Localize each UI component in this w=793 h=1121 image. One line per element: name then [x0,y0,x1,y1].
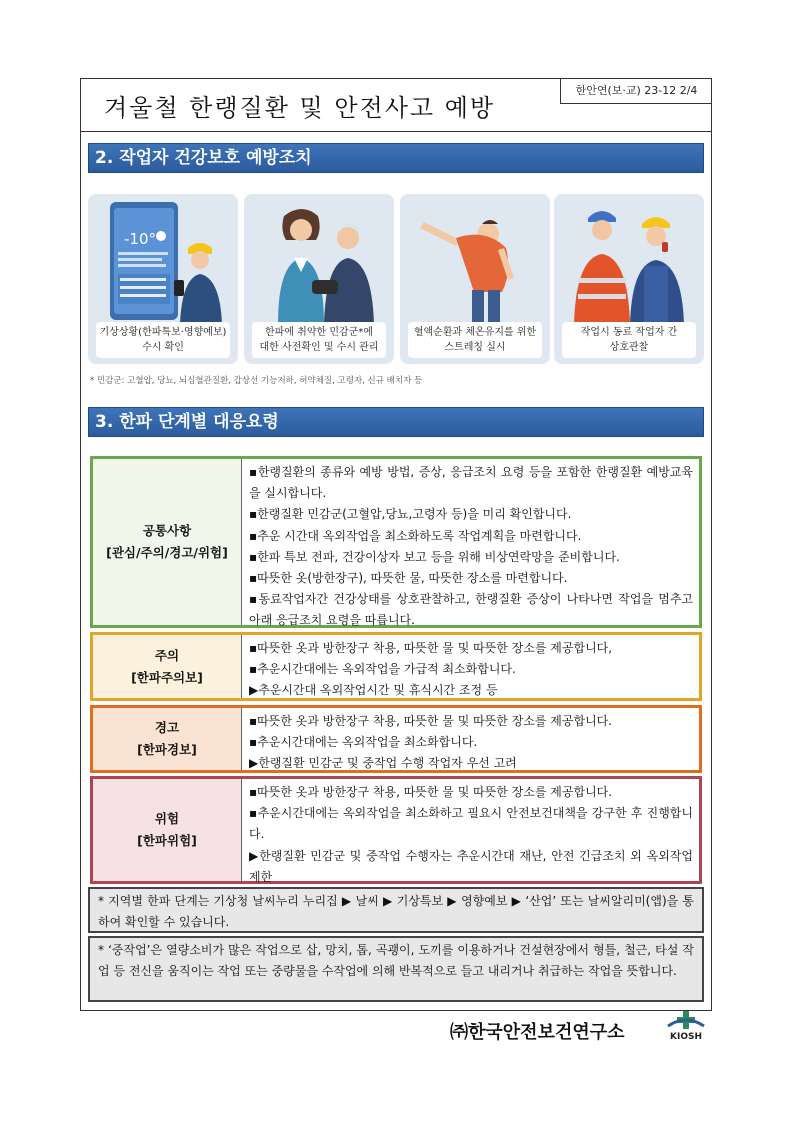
section-3-heading: 3. 한파 단계별 대응요령 [88,407,704,437]
level-label: 공통사항 [관심/주의/경고/위험] [93,459,242,625]
title-bar [80,78,712,132]
card-caption: 한파에 취약한 민감군*에 대한 사전확인 및 수시 관리 [252,322,386,358]
sensitive-group-footnote: * 민감군: 고혈압, 당뇨, 뇌심혈관질환, 갑상선 기능저하, 허약체질, 고령자, 신규 배치자 등 [90,376,423,386]
document-id: 한안연(보·교) 23-12 2/4 [560,78,712,104]
heavy-work-definition-note: * ‘중작업’은 열량소비가 많은 작업으로 삽, 망치, 톱, 곡괭이, 도끼를 이용하거나 건설현장에서 형틀, 철근, 타설 작업 등 전신을 움직이는 작업 또는 중량물을 수작업에 의해 반복적으로 들고 내리거나 취급하는 작업을 뜻합니다. [88,936,704,1002]
level-label: 주의 [한파주의보] [93,635,242,698]
card-caption: 기상상황(한파특보·영향예보) 수시 확인 [96,322,230,358]
health-check-illustration [244,194,394,324]
level-danger [90,776,702,884]
card-vulnerable-group [244,194,394,364]
level-actions: ▪한랭질환의 종류와 예방 방법, 증상, 응급조치 요령 등을 포함한 한랭질환 예방교육을 실시합니다. ▪한랭질환 민감군(고혈압,당뇨,고령자 등)을 미리 확인합니다. ▪추운 시간대 옥외작업을 최소화하도록 작업계획을 마련합니다. ▪한파 특보 전파, 건강이상자 보고 등을 위해 비상연락망을 준비합니다. ▪따뜻한 옷(방한장구), 따뜻한 물, 따뜻한 장소를 마련합니다. ▪동료작업자간 건강상태를 상호관찰하고, 한랭질환 증상이 나타나면 작업을 멈추고 아래 응급조치 요령을 따릅니다. [243,459,699,625]
prevention-cards [88,194,704,366]
page-title: 겨울철 한랭질환 및 안전사고 예방 [104,94,496,122]
level-common [90,456,702,628]
level-caution [90,632,702,701]
card-caption: 작업시 동료 작업자 간 상호관찰 [562,322,696,358]
cold-wave-lookup-note: * 지역별 한파 단계는 기상청 날씨누리 누리집 ▶ 날씨 ▶ 기상특보 ▶ 영향예보 ▶ ‘산업’ 또는 날씨알리미(앱)을 통하여 확인할 수 있습니다. [88,887,704,933]
kiosh-logo-text: KIOSH [670,1032,702,1042]
level-label: 경고 [한파경보] [93,708,242,770]
phone-temperature: -10° [124,230,156,248]
card-stretching [400,194,550,364]
card-caption: 혈액순환과 체온유지를 위한 스트레칭 실시 [408,322,542,358]
kiosh-logo-icon [664,1008,708,1034]
level-actions: ▪따뜻한 옷과 방한장구 착용, 따뜻한 물 및 따뜻한 장소를 제공합니다, ▪추운시간대에는 옥외작업을 가급적 최소화합니다. ▶추운시간대 옥외작업시간 및 휴식시간 조정 등 [243,635,699,698]
weather-check-illustration [88,194,238,324]
card-weather-check [88,194,238,364]
organization-name: ㈜한국안전보건연구소 [450,1022,625,1043]
coworkers-illustration [554,194,704,324]
level-actions: ▪따뜻한 옷과 방한장구 착용, 따뜻한 물 및 따뜻한 장소를 제공합니다. ▪추운시간대에는 옥외작업을 최소화합니다. ▶한랭질환 민감군 및 중작업 수행 작업자 우선 고려 [243,708,699,770]
level-actions: ▪따뜻한 옷과 방한장구 착용, 따뜻한 물 및 따뜻한 장소를 제공합니다. ▪추운시간대에는 옥외작업을 최소화하고 필요시 안전보건대책을 강구한 후 진행합니다. ▶한랭질환 민감군 및 중작업 수행자는 추운시간대 재난, 안전 긴급조치 외 옥외작업 제한 [243,779,699,881]
level-warning [90,705,702,773]
section-2-heading: 2. 작업자 건강보호 예방조치 [88,143,704,173]
card-mutual-observation [554,194,704,364]
kiosh-logo [664,1008,708,1044]
level-label: 위험 [한파위험] [93,779,242,881]
stretching-illustration [400,194,550,324]
